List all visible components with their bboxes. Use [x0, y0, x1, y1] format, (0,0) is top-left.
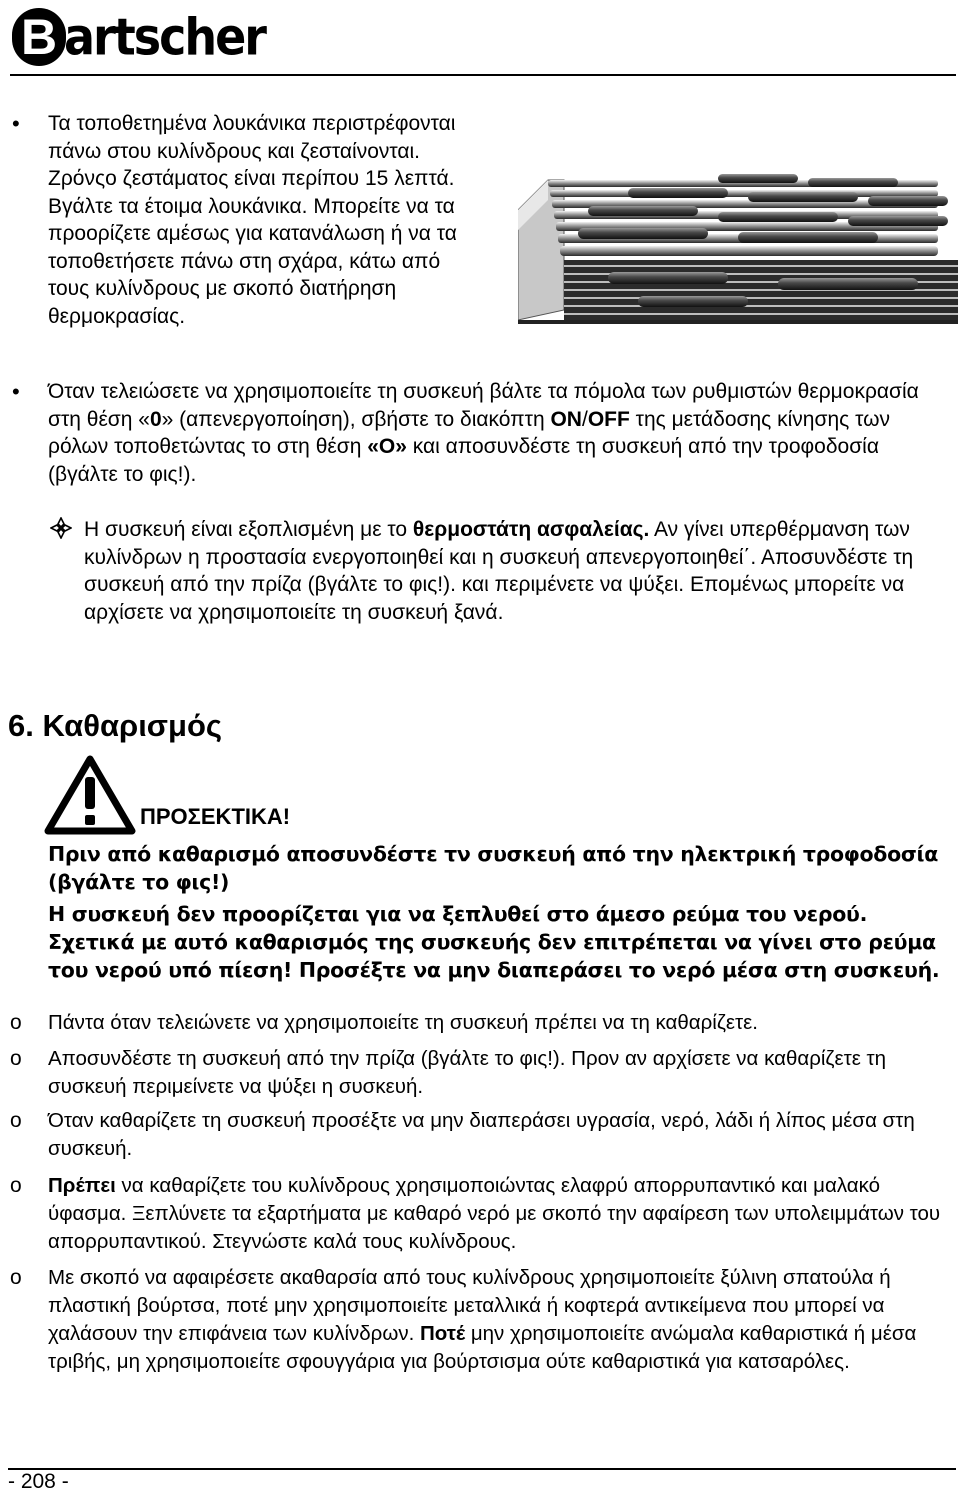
cleaning-item-4: Πρέπει να καθαρίζετε του κυλίνδρους χρησιμοποιώντας ελαφρύ απορρυπαντικό και μαλακό ύφασμα. Ξεπλύνετε τα εξαρτήματα με καθαρό νερό με σκοπό την αφαίρεση των υπολειμμάτων του απορρυπαντικού. Στεγνώστε καλά τους κυλίνδρους. — [48, 1174, 941, 1253]
brand-logo — [12, 4, 265, 70]
list-marker: o — [10, 1266, 22, 1289]
warning-label: ΠΡΟΣΕΚΤΙΚΑ! — [140, 804, 291, 829]
bullet-dot: • — [12, 379, 20, 404]
warning-text-2: Η συσκευή δεν προορίζεται για να ξεπλυθεί στο άμεσο ρεύμα του νερού. Σχετικά με αυτό καθαρισμός της συσκευής δεν επιτρέπεται να γίνει στο ρεύμα του νερού υπό πίεση! Προσέξτε να μην διαπεράσει το νερό μέσα στη συσκευή. — [48, 902, 940, 982]
list-marker: o — [10, 1047, 22, 1070]
cleaning-item-2: Αποσυνδέστε τη συσκευή από την πρίζα (βγάλτε το φις!). Προν αν αρχίσετε να καθαρίζετε τη συσκευή περιμείνετε να ψύξει η συσκευή. — [48, 1047, 887, 1098]
list-marker: o — [10, 1109, 22, 1132]
bullet-text-2: Όταν τελειώσετε να χρησιμοποιείτε τη συσκευή βάλτε τα πόμολα των ρυθμιστών θερμοκρασία στη θέση «0» (απενεργοποίηση), σβήστε το διακόπτη ON/OFF της μετάδοσης κίνησης των ρόλων τοποθετώντας το στη θέση «O» και αποσυνδέστε τη συσκευή από την τροφοδοσία (βγάλτε το φις!). — [48, 380, 919, 486]
cleaning-item-3: Όταν καθαρίζετε τη συσκευή προσέξτε να μην διαπεράσει υγρασία, νερό, λάδι ή λίπος μέσα στη συσκευή. — [48, 1109, 915, 1160]
list-marker: o — [10, 1011, 22, 1034]
page-number: - 208 - — [8, 1470, 69, 1493]
section-heading: 6. Καθαρισμός — [8, 708, 223, 743]
warning-text-1: Πριν από καθαρισμό αποσυνδέστε τν συσκευή από την ηλεκτρική τροφοδοσία (βγάλτε το φις!) — [48, 842, 938, 894]
logo-wordmark: artscher — [64, 7, 265, 67]
diamond-bullet-icon — [50, 517, 72, 539]
footer-divider — [8, 1468, 956, 1470]
roller-grill-photo — [518, 160, 958, 324]
header-divider — [10, 74, 956, 76]
warning-triangle-icon — [44, 755, 136, 835]
cleaning-item-1: Πάντα όταν τελειώνετε να χρησιμοποιείτε τη συσκευή πρέπει να τη καθαρίζετε. — [48, 1011, 758, 1034]
bullet-dot: • — [12, 111, 20, 136]
logo-b-mark: B — [12, 8, 66, 66]
list-marker: o — [10, 1174, 22, 1197]
bullet-text-1: Τα τοποθετημένα λουκάνικα περιστρέφονται πάνω στου κυλίνδρους και ζεσταίνονται. Ζρόνςο ζεστάματος είναι περίπου 15 λεπτά. Βγάλτε τα έτοιμα λουκάνικα. Μπορείτε να τα προορίζετε αμέσως για κατανάλωση ή να τα τοποθετήσετε πάνω στη σχάρα, κάτω από τους κυλίνδρους με σκοπό διατήρηση θερμοκρασίας. — [48, 112, 457, 328]
safety-thermostat-note: Η συσκευή είναι εξοπλισμένη με το θερμοστάτη ασφαλείας. Αν γίνει υπερθέρμανση των κυλίνδρων η προστασία ενεργοποιηθεί και η συσκευή απενεργοποιηθεί΄. Αποσυνδέστε τη συσκευή από την πρίζα (βγάλτε το φις!). και περιμένετε να ψύξει. Επομένως μπορείτε να αρχίσετε να χρησιμοποιείτε τη συσκευή ξανά. — [84, 518, 914, 624]
cleaning-item-5: Με σκοπό να αφαιρέσετε ακαθαρσία από τους κυλίνδρους χρησιμοποιείτε ξύλινη σπατούλα ή πλαστική βούρτσα, ποτέ μην χρησιμοποιείτε μεταλλικά ή κοφτερά αντικείμενα που μπορεί να χαλάσουν την επιφάνεια των κυλίνδρων. Ποτέ μην χρησιμοποιείτε ανώμαλα καθαριστικά ή μέσα τριβής, μη χρησιμοποιείτε σφουγγάρια για βούρτσισμα ούτε καθαριστικά για κατσαρόλες. — [48, 1266, 917, 1373]
